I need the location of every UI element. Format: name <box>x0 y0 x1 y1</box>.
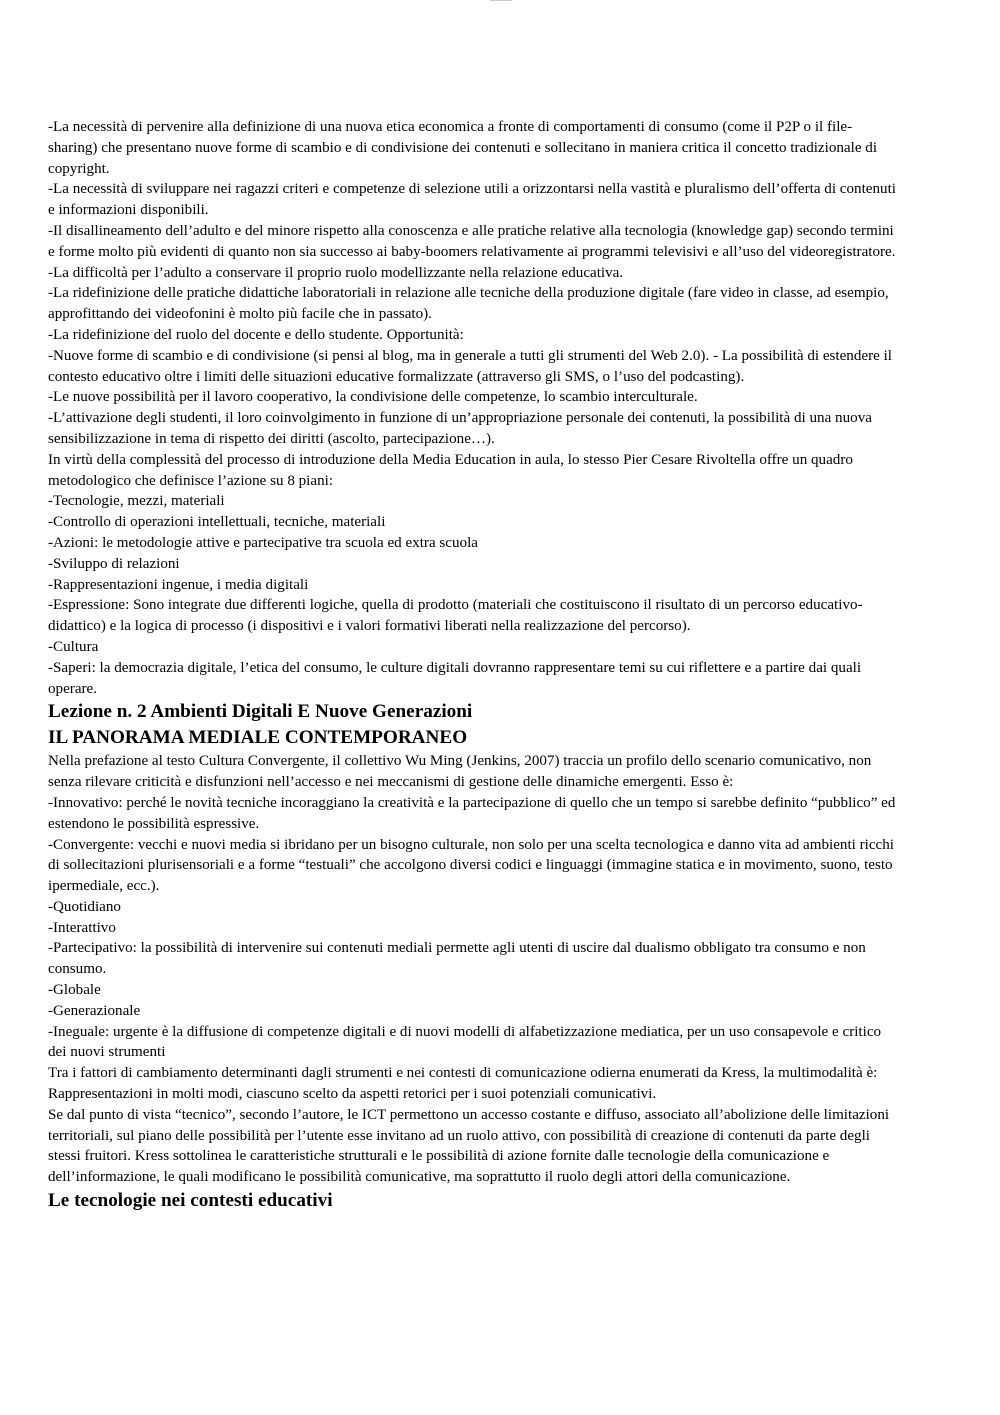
paragraph: In virtù della complessità del processo di introduzione della Media Education in aula, lo stesso Pier Cesare Rivoltella offre un quadro metodologico che definisce l’azione su 8 piani: <box>48 451 853 489</box>
section-media-education-challenges <box>48 117 900 699</box>
section-media-landscape <box>48 751 900 1188</box>
section-heading: IL PANORAMA MEDIALE CONTEMPORANEO <box>48 727 468 749</box>
list-item: -Cultura <box>48 638 99 655</box>
list-item: -Generazionale <box>48 1002 141 1019</box>
list-item: -Tecnologie, mezzi, materiali <box>48 493 225 510</box>
list-item: -Convergente: vecchi e nuovi media si ibridano per un bisogno culturale, non solo per una scelta tecnologica e danno vita ad ambienti ricchi di sollecitazioni plurisensoriali e a forme “testuali” che accolgono diversi codici e linguaggi (immagine statica e in movimento, suono, testo ipermediale, ecc.). <box>48 836 894 895</box>
list-item: -Innovativo: perché le novità tecniche incoraggiano la creatività e la partecipazione di quello che un tempo si sarebbe definito “pubblico” ed estendono le possibilità espressive. <box>48 794 896 832</box>
paragraph: -La ridefinizione del ruolo del docente e dello studente. Opportunità: <box>48 326 464 343</box>
list-item: -Interattivo <box>48 919 116 936</box>
paragraph: Se dal punto di vista “tecnico”, secondo l’autore, le ICT permettono un accesso costante e diffuso, associato all’abolizione delle limitazioni territoriali, sul piano delle possibilità per l’utente esse invitano ad un ruolo attivo, con possibilità di creazione di contenuti da parte degli stessi fruitori. Kress sottolinea le caratteristiche strutturali e le possibilità di azione fornite dalle tecnologie della comunicazione e dell’informazione, le quali modificano le possibilità comunicative, ma soprattutto il ruolo degli attori della comunicazione. <box>48 1106 890 1186</box>
paragraph: -Le nuove possibilità per il lavoro cooperativo, la condivisione delle competenze, lo scambio interculturale. <box>48 389 698 406</box>
lesson-heading: Lezione n. 2 Ambienti Digitali E Nuove Generazioni <box>48 701 473 723</box>
list-item: -Espressione: Sono integrate due differenti logiche, quella di prodotto (materiali che costituiscono il risultato di un percorso educativo-didattico) e la logica di processo (i dispositivi e i valori formativi liberati nella realizzazione del percorso). <box>48 597 863 635</box>
page-header-mark <box>490 0 512 4</box>
paragraph: -La ridefinizione delle pratiche didattiche laboratoriali in relazione alle tecniche della produzione digitale (fare video in classe, ad esempio, approfittando dei videofonini è molto più facile che in passato). <box>48 285 889 323</box>
list-item: -Ineguale: urgente è la diffusione di competenze digitali e di nuovi modelli di alfabetizzazione mediatica, per un uso consapevole e critico dei nuovi strumenti <box>48 1023 882 1061</box>
list-item: -Controllo di operazioni intellettuali, tecniche, materiali <box>48 514 386 531</box>
list-item: -Sviluppo di relazioni <box>48 555 180 572</box>
document-page <box>48 117 900 1214</box>
list-item: -Rappresentazioni ingenue, i media digitali <box>48 576 309 593</box>
list-item: -Azioni: le metodologie attive e partecipative tra scuola ed extra scuola <box>48 534 478 551</box>
list-item: -Globale <box>48 982 101 999</box>
section-heading: Le tecnologie nei contesti educativi <box>48 1190 333 1212</box>
list-item: -Partecipativo: la possibilità di intervenire sui contenuti mediali permette agli utenti di uscire dal dualismo obbligato tra consumo e non consumo. <box>48 940 866 978</box>
paragraph: -La difficoltà per l’adulto a conservare il proprio ruolo modellizzante nella relazione educativa. <box>48 264 624 281</box>
paragraph: Tra i fattori di cambiamento determinanti dagli strumenti e nei contesti di comunicazione odierna enumerati da Kress, la multimodalità è: Rappresentazioni in molti modi, ciascuno scelto da aspetti retorici per i suoi potenziali comunicativi. <box>48 1065 878 1103</box>
paragraph: -Il disallineamento dell’adulto e del minore rispetto alla conoscenza e alle pratiche relative alla tecnologia (knowledge gap) secondo termini e forme molto più evidenti di quanto non sia successo ai baby-boomers relativamente ai programmi televisivi e all’uso del videoregistratore. <box>48 222 896 260</box>
list-item: -Quotidiano <box>48 898 121 915</box>
paragraph: -L’attivazione degli studenti, il loro coinvolgimento in funzione di un’appropriazione personale dei contenuti, la possibilità di una nuova sensibilizzazione in tema di rispetto dei diritti (ascolto, partecipazione…). <box>48 410 872 447</box>
paragraph: -La necessità di sviluppare nei ragazzi criteri e competenze di selezione utili a orizzontarsi nella vastità e pluralismo dell’offerta di contenuti e informazioni disponibili. <box>48 181 896 219</box>
paragraph: Nella prefazione al testo Cultura Convergente, il collettivo Wu Ming (Jenkins, 2007) traccia un profilo dello scenario comunicativo, non senza rilevare criticità e disfunzioni nell’accesso e nei meccanismi di gestione delle dinamiche emergenti. Esso è: <box>48 753 872 791</box>
paragraph: -Nuove forme di scambio e di condivisione (si pensi al blog, ma in generale a tutti gli strumenti del Web 2.0). - La possibilità di estendere il contesto educativo oltre i limiti delle situazioni educative formalizzate (attraverso gli SMS, o l’uso del podcasting). <box>48 347 892 385</box>
list-item: -Saperi: la democrazia digitale, l’etica del consumo, le culture digitali dovranno rappresentare temi su cui riflettere e a partire dai quali operare. <box>48 659 862 697</box>
paragraph: -La necessità di pervenire alla definizione di una nuova etica economica a fronte di comportamenti di consumo (come il P2P o il file-sharing) che presentano nuove forme di scambio e di condivisione dei contenuti e sollecitano in maniera critica il concetto tradizionale di copyright. <box>48 119 878 177</box>
